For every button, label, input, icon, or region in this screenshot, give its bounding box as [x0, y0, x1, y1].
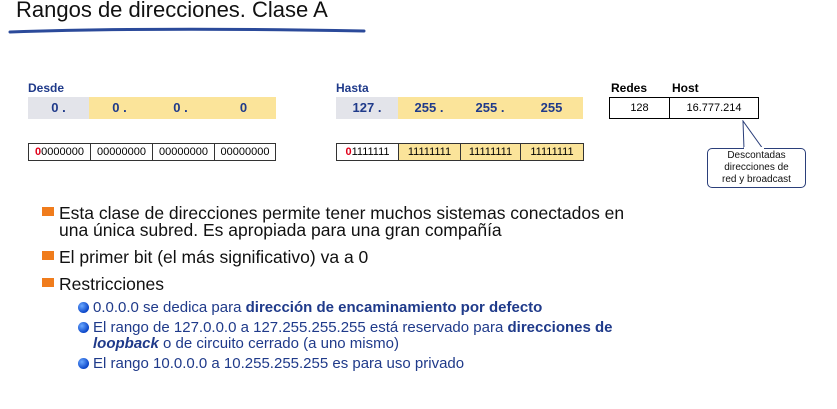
title-underline-decoration	[8, 24, 368, 38]
desde-binary-octet-4: 00000000	[220, 146, 270, 158]
callout-note	[707, 148, 806, 188]
desde-octet-1: 0 .	[28, 97, 89, 119]
bullet-marker-1	[42, 207, 54, 216]
hasta-octet-4: 255	[520, 97, 583, 119]
restriction-2-line-2: loopback o de circuito cerrado (a uno mismo)	[93, 335, 399, 352]
callout-line-2: direcciones de	[724, 162, 789, 173]
desde-binary-row	[28, 143, 276, 161]
desde-octet-2: 0 .	[89, 97, 150, 119]
host-value: 16.777.214	[686, 102, 742, 114]
sub-bullet-marker-2	[78, 322, 89, 333]
desde-binary-octet-3: 00000000	[153, 144, 215, 160]
redes-host-box	[609, 97, 759, 119]
hasta-binary-octet-1: 01111111	[337, 144, 399, 160]
callout-pointer-joint	[744, 147, 764, 149]
callout-line-3: red y broadcast	[722, 174, 791, 185]
restriction-2-line-1: El rango de 127.0.0.0 a 127.255.255.255 está reservado para direcciones de	[93, 319, 613, 336]
hasta-first-bit: 0	[345, 146, 352, 158]
hasta-binary-row	[336, 143, 584, 161]
redes-label: Redes	[611, 81, 648, 95]
desde-first-bit: 0	[35, 146, 42, 158]
hasta-binary-octet-3: 11111111	[461, 144, 521, 160]
callout-line-1: Descontadas	[727, 150, 786, 161]
desde-octet-3: 0 .	[150, 97, 211, 119]
desde-binary-octet-1: 00000000	[29, 144, 91, 160]
bullet-1-line-2: una única subred. Es apropiada para una gran compañía	[59, 220, 502, 240]
host-label: Host	[672, 81, 699, 95]
sub-bullet-marker-1	[78, 302, 89, 313]
bullet-3-text: Restricciones	[59, 274, 165, 294]
hasta-octet-3: 255 .	[460, 97, 520, 119]
hasta-octet-1: 127 .	[336, 97, 398, 119]
bullet-marker-2	[42, 251, 54, 260]
bullet-1-line-1: Esta clase de direcciones permite tener muchos sistemas conectados en	[59, 203, 625, 223]
hasta-octet-2: 255 .	[398, 97, 460, 119]
hasta-binary-octet-2: 11111111	[399, 144, 461, 160]
callout-pointer	[735, 120, 775, 150]
sub-bullet-marker-3	[78, 358, 89, 369]
hasta-label: Hasta	[336, 81, 369, 95]
desde-octet-4: 0	[211, 97, 276, 119]
restriction-1: 0.0.0.0 se dedica para dirección de encaminamiento por defecto	[93, 299, 543, 316]
bullet-marker-3	[42, 278, 54, 287]
desde-binary-octet-2: 00000000	[91, 144, 153, 160]
slide-title: Rangos de direcciones. Clase A	[16, 0, 328, 22]
desde-label: Desde	[28, 81, 65, 95]
restriction-3: El rango 10.0.0.0 a 10.255.255.255 es para uso privado	[93, 355, 465, 372]
bullet-2-text: El primer bit (el más significativo) va a 0	[59, 247, 369, 267]
hasta-binary-octet-4: 11111111	[521, 144, 583, 160]
redes-value: 128	[610, 98, 670, 118]
